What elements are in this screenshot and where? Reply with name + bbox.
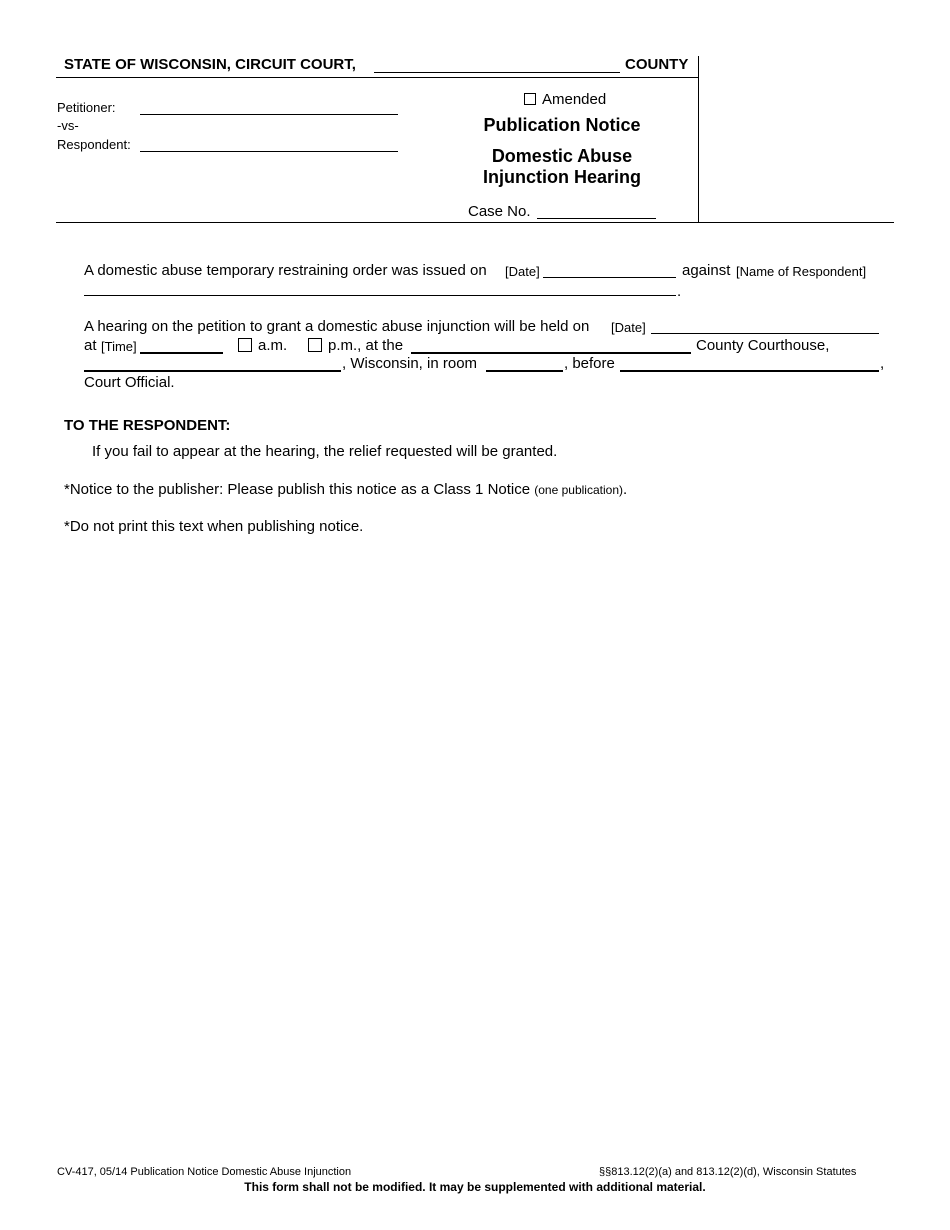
- city-field[interactable]: [84, 370, 341, 372]
- county-label: COUNTY: [625, 56, 689, 73]
- am-label: a.m.: [258, 337, 288, 354]
- hearing-text: A hearing on the petition to grant a domestic abuse injunction will be held on: [84, 318, 590, 335]
- pm-checkbox[interactable]: [308, 338, 322, 352]
- case-no-field[interactable]: [537, 218, 656, 219]
- caption-bottom-rule: [56, 222, 894, 223]
- form-title: Publication Notice: [483, 115, 641, 135]
- period-text: .: [677, 283, 682, 300]
- room-field[interactable]: [486, 370, 563, 372]
- vs-label: -vs-: [57, 118, 79, 133]
- county-name-field[interactable]: [374, 72, 620, 73]
- comma-text: ,: [880, 355, 885, 372]
- header-divider: [56, 77, 698, 78]
- tro-issued-text: A domestic abuse temporary restraining order was issued on: [84, 262, 487, 279]
- tro-date-field[interactable]: [543, 277, 676, 278]
- court-official-label: Court Official.: [84, 374, 175, 391]
- petitioner-label: Petitioner:: [57, 100, 116, 115]
- modification-disclaimer: This form shall not be modified. It may be supplemented with additional material.: [244, 1180, 706, 1194]
- respondent-label: Respondent:: [57, 137, 131, 152]
- county-courthouse-text: County Courthouse,: [696, 337, 830, 354]
- publisher-notice-text: *Notice to the publisher: Please publish this notice as a Class 1 Notice: [64, 481, 531, 498]
- form-id: CV-417, 05/14 Publication Notice Domestic Abuse Injunction: [57, 1166, 352, 1178]
- do-not-print-note: *Do not print this text when publishing notice.: [64, 518, 364, 535]
- am-checkbox[interactable]: [238, 338, 252, 352]
- court-official-field[interactable]: [620, 370, 879, 372]
- respondent-field[interactable]: [140, 151, 398, 152]
- statutes-reference: §§813.12(2)(a) and 813.12(2)(d), Wisconsin Statutes: [599, 1166, 857, 1178]
- courthouse-county-field[interactable]: [411, 352, 691, 354]
- time-hint: [Time]: [101, 339, 137, 354]
- one-publication-note: (one publication): [534, 483, 623, 497]
- failure-to-appear-warning: If you fail to appear at the hearing, the relief requested will be granted.: [92, 443, 558, 460]
- date-hint: [Date]: [505, 264, 540, 279]
- hearing-date-field[interactable]: [651, 333, 879, 334]
- publisher-notice-period: .: [623, 481, 628, 498]
- before-text: , before: [564, 355, 615, 372]
- at-text: at: [84, 337, 97, 354]
- hearing-time-field[interactable]: [140, 352, 223, 354]
- hearing-date-hint: [Date]: [611, 320, 646, 335]
- against-text: against: [682, 262, 731, 279]
- form-subtitle-line2: Injunction Hearing: [482, 167, 641, 187]
- pm-at-the-label: p.m., at the: [328, 337, 404, 354]
- respondent-name-field[interactable]: [84, 295, 676, 296]
- form-subtitle-line1: Domestic Abuse: [491, 146, 633, 166]
- respondent-name-hint: [Name of Respondent]: [736, 264, 867, 279]
- amended-checkbox[interactable]: [524, 93, 536, 105]
- court-heading: STATE OF WISCONSIN, CIRCUIT COURT,: [64, 56, 356, 73]
- amended-label: Amended: [542, 91, 607, 108]
- header-vertical-divider: [698, 56, 699, 223]
- petitioner-field[interactable]: [140, 114, 398, 115]
- case-no-label: Case No.: [468, 203, 531, 220]
- to-respondent-heading: TO THE RESPONDENT:: [64, 417, 231, 434]
- wisconsin-room-text: , Wisconsin, in room: [342, 355, 478, 372]
- publisher-notice: [64, 481, 627, 498]
